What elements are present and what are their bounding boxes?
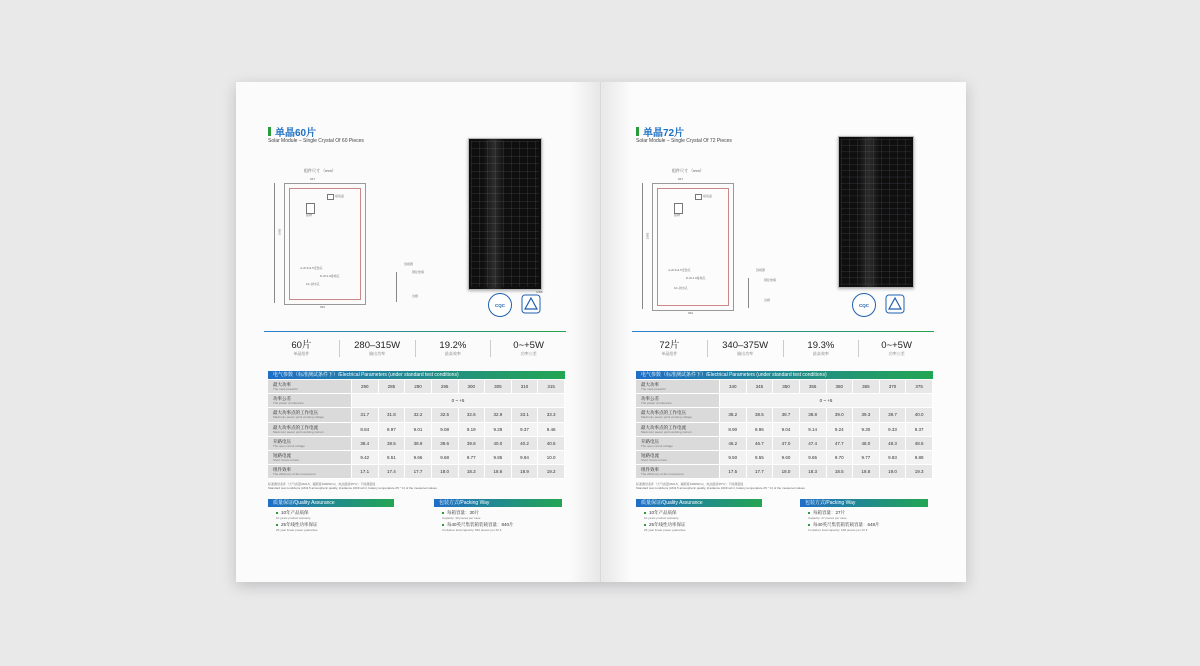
cert-logos — [852, 293, 906, 317]
param-value: 9.01 — [405, 422, 432, 436]
param-value: 38.9 — [405, 436, 432, 450]
param-name-cn: 最大功率 — [641, 382, 659, 388]
table-title: 电气参数（标准测试条件下）/Electrical Parameters (under standard test conditions) — [636, 371, 933, 379]
item-cn: 每箱容量：27片 — [813, 510, 846, 515]
table-row — [268, 394, 565, 408]
param-name-en: Short circuit current — [641, 458, 668, 463]
param-value: 17.5 — [720, 465, 747, 479]
item-cn: 每箱容量：30片 — [447, 510, 480, 515]
param-value: 39.7 — [879, 408, 906, 422]
item-cn: 25年线性功率保证 — [649, 522, 686, 527]
nameplate-box — [695, 194, 702, 200]
param-value: 9.77 — [853, 450, 880, 464]
item-en: Capacity: 27 pieces per case — [808, 516, 847, 520]
param-value: 32.2 — [405, 408, 432, 422]
param-name — [268, 436, 352, 450]
param-value: 32.5 — [431, 408, 458, 422]
param-name — [268, 465, 352, 479]
param-value: 17.7 — [405, 465, 432, 479]
param-name — [636, 408, 720, 422]
param-value: 9.65 — [799, 450, 826, 464]
param-value: 17.1 — [352, 465, 379, 479]
label-junction: 接线盒 — [335, 194, 345, 198]
param-value: 40.5 — [538, 436, 565, 450]
cqc-cert-icon: CQC — [852, 293, 876, 317]
param-name-en: Maximum power point working voltage — [641, 415, 693, 420]
param-name-en: Maximum power point working current — [273, 429, 324, 434]
bullet-icon — [644, 512, 646, 514]
param-value: 47.7 — [826, 436, 853, 450]
param-name — [636, 465, 720, 479]
bullet-icon — [808, 524, 810, 526]
param-name — [268, 422, 352, 436]
spec-value: 340–375W — [722, 340, 769, 351]
param-value: 18.3 — [799, 465, 826, 479]
item-en: 10 years product warranty — [276, 516, 311, 520]
quality-title: 质量保证/Quality Assurance — [268, 499, 394, 507]
param-value: 8.96 — [746, 422, 773, 436]
param-name — [268, 450, 352, 464]
section-profile — [396, 272, 397, 302]
param-name-en: The power of tolerance — [641, 401, 672, 406]
spec-label: 功率公差 — [520, 351, 537, 356]
param-name — [268, 380, 352, 394]
table-row — [636, 380, 933, 394]
param-value: 9.19 — [458, 422, 485, 436]
module-inner-frame — [289, 188, 361, 300]
triangle-cert-icon — [520, 293, 542, 315]
param-value: 33.3 — [538, 408, 565, 422]
item-en: Container load capacity: 648 pieces per 40 ft — [808, 528, 868, 532]
param-name-en: Maximum power point working current — [641, 429, 692, 434]
quality-item — [276, 510, 311, 520]
spec-label: 功率公差 — [888, 351, 905, 356]
test-conditions-note — [636, 482, 933, 490]
param-name-cn: 组件效率 — [641, 467, 659, 473]
spec-value: 280–315W — [354, 340, 401, 351]
bullet-icon — [442, 512, 444, 514]
spec-efficiency — [415, 340, 491, 357]
packing-title: 包装方式/Packing Way — [434, 499, 562, 507]
param-name-cn: 组件效率 — [273, 467, 291, 473]
param-value: 8.90 — [720, 422, 747, 436]
param-value: 18.3 — [458, 465, 485, 479]
spec-label: 单晶组件 — [293, 351, 310, 356]
solar-panel-photo — [838, 136, 914, 288]
param-name-cn: 功率公差 — [273, 396, 291, 402]
dim-bottom: 992 — [688, 311, 694, 315]
cqc-cert-icon: CQC — [488, 293, 512, 317]
param-value: 9.50 — [720, 450, 747, 464]
param-value: 9.08 — [431, 422, 458, 436]
param-value: 9.70 — [826, 450, 853, 464]
label-frame: 边框 — [412, 294, 419, 298]
param-name-cn: 最大功率点的工作电流 — [641, 424, 686, 430]
section-subtitle: Solar Module – Single Crystal Of 72 Pieces — [636, 138, 732, 144]
param-name — [636, 436, 720, 450]
param-name-cn: 短路电流 — [273, 453, 291, 459]
param-value: 355 — [799, 380, 826, 394]
param-name-cn: 开路电压 — [273, 438, 291, 444]
param-value: 38.2 — [720, 408, 747, 422]
param-value: 32.6 — [458, 408, 485, 422]
spec-value: 19.2% — [439, 340, 467, 351]
side-profile — [274, 183, 275, 303]
bullet-icon — [442, 524, 444, 526]
param-value: 38.5 — [746, 408, 773, 422]
param-value: 9.77 — [458, 450, 485, 464]
param-value: 295 — [431, 380, 458, 394]
label-glass: 钢化玻璃 — [412, 270, 425, 274]
param-name — [636, 380, 720, 394]
electrical-params-table — [636, 380, 933, 479]
param-value: 0 ~ +5 — [720, 394, 933, 408]
item-cn: 10年产品质保 — [281, 510, 309, 515]
table-title: 电气参数（标准测试条件下）/Electrical Parameters (under standard test conditions) — [268, 371, 565, 379]
spec-cells — [264, 340, 339, 357]
item-cn: 每40英尺集装箱装载容量：840片 — [447, 522, 514, 527]
page-right — [602, 82, 966, 582]
section-profile — [748, 278, 749, 308]
spec-tolerance — [490, 340, 566, 357]
packing-item — [442, 510, 481, 520]
param-value: 9.28 — [485, 422, 512, 436]
spec-label: 最高效率 — [444, 351, 461, 356]
label-nameplate: 铭牌 — [674, 213, 681, 217]
param-value: 40.0 — [906, 408, 933, 422]
param-value: 48.5 — [906, 436, 933, 450]
table-row — [268, 408, 565, 422]
label-frame: 边框 — [764, 298, 771, 302]
panel-cell-grid — [471, 141, 539, 287]
section-title-text: 单晶72片 — [643, 128, 685, 139]
label-section: 剖视图 — [756, 268, 766, 272]
param-value: 9.66 — [405, 450, 432, 464]
quality-item — [276, 522, 318, 532]
quality-title: 质量保证/Quality Assurance — [636, 499, 762, 507]
param-name-cn: 开路电压 — [641, 438, 659, 444]
param-value: 300 — [458, 380, 485, 394]
param-value: 18.8 — [853, 465, 880, 479]
key-specs — [264, 340, 566, 357]
table-row — [268, 465, 565, 479]
param-name-en: The power of tolerance — [273, 401, 304, 406]
triangle-cert-icon — [884, 293, 906, 315]
section-divider — [264, 331, 566, 332]
param-value: 9.46 — [538, 422, 565, 436]
item-en: 25-year linear power guarantee — [644, 528, 686, 532]
param-value: 18.6 — [485, 465, 512, 479]
param-value: 9.33 — [879, 422, 906, 436]
param-value: 9.42 — [352, 450, 379, 464]
note-en: Standard test conditions (AM1.5 atmospheric quality, irradiance 1000 w/m², battery temperature 25 ° C) of the measured values — [636, 486, 805, 490]
table-row — [636, 450, 933, 464]
param-name — [636, 450, 720, 464]
param-name-cn: 最大功率点的工作电压 — [273, 410, 318, 416]
module-inner-frame — [657, 188, 729, 306]
table-row — [636, 394, 933, 408]
param-value: 310 — [511, 380, 538, 394]
param-value: 9.85 — [485, 450, 512, 464]
label-nameplate: 铭牌 — [306, 213, 313, 217]
spec-label: 最高效率 — [812, 351, 829, 356]
table-row — [268, 436, 565, 450]
param-name — [636, 422, 720, 436]
param-value: 32.9 — [485, 408, 512, 422]
param-value: 9.68 — [431, 450, 458, 464]
spec-value: 72片 — [659, 340, 680, 351]
param-name — [268, 394, 352, 408]
item-en: 25-year linear power guarantee — [276, 528, 318, 532]
param-value: 9.37 — [906, 422, 933, 436]
param-value: 48.3 — [879, 436, 906, 450]
label-glass: 钢化玻璃 — [764, 278, 777, 282]
param-value: 370 — [879, 380, 906, 394]
packing-item — [808, 510, 847, 520]
item-en: Capacity: 30 pieces per case — [442, 516, 481, 520]
label-section: 剖视图 — [404, 262, 414, 266]
note-en: Standard test conditions (AM1.5 atmospheric quality, irradiance 1000 w/m², battery temperature 25 ° C) of the measured values — [268, 486, 437, 490]
item-en: Container load capacity: 840 pieces per 40 ft — [442, 528, 502, 532]
key-specs — [632, 340, 934, 357]
section-subtitle: Solar Module – Single Crystal Of 60 Pieces — [268, 138, 364, 144]
label-holes3: 10–排水孔 — [306, 282, 321, 286]
param-name-en: The most powerful — [273, 387, 298, 392]
dim-top: 947 — [678, 177, 684, 181]
note-cn: 标准测试条件（大气质量AM1.5，辐照度1000W/m²，电池温度25°C）下的测量值 — [636, 482, 744, 486]
param-name-en: Short circuit current — [273, 458, 300, 463]
cert-logos — [488, 293, 542, 317]
spec-label: 输出功率 — [737, 351, 754, 356]
param-value: 8.84 — [352, 422, 379, 436]
table-row — [636, 436, 933, 450]
bullet-icon — [276, 512, 278, 514]
dim-top: 947 — [310, 177, 316, 181]
param-value: 39.6 — [431, 436, 458, 450]
bullet-icon — [276, 524, 278, 526]
param-value: 340 — [720, 380, 747, 394]
spec-value: 19.3% — [807, 340, 835, 351]
param-name-en: The open circuit voltage — [273, 443, 305, 448]
param-value: 31.8 — [378, 408, 405, 422]
param-value: 9.37 — [511, 422, 538, 436]
packing-title: 包装方式/Packing Way — [800, 499, 928, 507]
param-value: 18.0 — [431, 465, 458, 479]
param-value: 33.1 — [511, 408, 538, 422]
param-value: 9.60 — [773, 450, 800, 464]
item-cn: 25年线性功率保证 — [281, 522, 318, 527]
title-accent-bar — [636, 127, 639, 136]
param-value: 9.83 — [879, 450, 906, 464]
param-value: 9.24 — [826, 422, 853, 436]
param-value: 31.7 — [352, 408, 379, 422]
spec-label: 单晶组件 — [661, 351, 678, 356]
quality-item — [644, 510, 679, 520]
param-value: 17.4 — [378, 465, 405, 479]
param-value: 17.7 — [746, 465, 773, 479]
dim-height: 1950 — [645, 232, 650, 240]
param-value: 19.0 — [879, 465, 906, 479]
label-holes1: 4–Ø 3x4.5安装孔 — [668, 268, 691, 272]
param-value: 9.88 — [906, 450, 933, 464]
param-name-cn: 短路电流 — [641, 453, 659, 459]
table-row — [636, 422, 933, 436]
drawing-caption: 组件尺寸 （mm） — [304, 168, 336, 173]
param-name-cn: 功率公差 — [641, 396, 659, 402]
electrical-params-table — [268, 380, 565, 479]
item-cn: 每40英尺集装箱装载容量：648片 — [813, 522, 880, 527]
dim-height: 1650 — [277, 228, 282, 236]
param-value: 375 — [906, 380, 933, 394]
param-value: 40.2 — [511, 436, 538, 450]
param-value: 365 — [853, 380, 880, 394]
label-holes2: 8–Ø 4.0接地孔 — [320, 274, 340, 278]
drawing-caption: 组件尺寸 （mm） — [672, 168, 704, 173]
param-name-cn: 最大功率点的工作电流 — [273, 424, 318, 430]
table-row — [268, 450, 565, 464]
item-en: 10 years product warranty — [644, 516, 679, 520]
label-holes3: 10–排水孔 — [674, 286, 689, 290]
packing-item — [442, 522, 514, 532]
page-left — [236, 82, 600, 582]
title-accent-bar — [268, 127, 271, 136]
spec-cells — [632, 340, 707, 357]
table-row — [636, 408, 933, 422]
section-title — [636, 124, 684, 139]
quality-item — [644, 522, 686, 532]
label-junction: 接线盒 — [703, 194, 713, 198]
param-name-en: The efficiency of the component — [641, 472, 684, 477]
param-name-cn: 最大功率 — [273, 382, 291, 388]
dim-bottom: 992 — [320, 305, 326, 309]
param-value: 46.7 — [746, 436, 773, 450]
label-holes1: 4–Ø 3x4.5安装孔 — [300, 266, 323, 270]
section-divider — [632, 331, 934, 332]
param-value: 9.51 — [378, 450, 405, 464]
section-title-text: 单晶60片 — [275, 128, 317, 139]
param-value: 39.3 — [853, 408, 880, 422]
param-name-en: The open circuit voltage — [641, 443, 673, 448]
param-value: 360 — [826, 380, 853, 394]
nameplate-box — [327, 194, 334, 200]
param-value: 350 — [773, 380, 800, 394]
param-value: 46.2 — [720, 436, 747, 450]
param-value: 8.97 — [378, 422, 405, 436]
label-holes2: 8–Ø 4.0接地孔 — [686, 276, 706, 280]
param-value: 18.0 — [773, 465, 800, 479]
param-value: 9.55 — [746, 450, 773, 464]
table-row — [636, 465, 933, 479]
param-value: 39.0 — [826, 408, 853, 422]
param-value: 18.5 — [826, 465, 853, 479]
param-value: 345 — [746, 380, 773, 394]
table-row — [268, 422, 565, 436]
param-value: 9.04 — [773, 422, 800, 436]
param-value: 47.4 — [799, 436, 826, 450]
spec-power — [707, 340, 783, 357]
spec-power — [339, 340, 415, 357]
param-value: 285 — [378, 380, 405, 394]
param-value: 38.8 — [799, 408, 826, 422]
param-value: 40.0 — [485, 436, 512, 450]
brochure-spread — [236, 82, 966, 582]
spec-value: 0~+5W — [513, 340, 544, 351]
param-value: 290 — [352, 380, 379, 394]
param-name-en: The efficiency of the component — [273, 472, 316, 477]
param-value: 9.94 — [511, 450, 538, 464]
param-value: 38.7 — [773, 408, 800, 422]
param-value: 10.0 — [538, 450, 565, 464]
param-name — [636, 394, 720, 408]
param-value: 9.30 — [853, 422, 880, 436]
param-value: 38.4 — [352, 436, 379, 450]
param-value: 39.8 — [458, 436, 485, 450]
param-name-en: Maximum power point working voltage — [273, 415, 325, 420]
panel-reflection — [483, 139, 505, 289]
item-cn: 10年产品质保 — [649, 510, 677, 515]
section-title — [268, 124, 316, 139]
solar-panel-photo — [468, 138, 542, 290]
param-value: 19.2 — [538, 465, 565, 479]
param-value: 0 ~ +5 — [352, 394, 565, 408]
spec-tolerance — [858, 340, 934, 357]
panel-reflection — [858, 137, 880, 287]
param-name-en: The most powerful — [641, 387, 666, 392]
spec-value: 0~+5W — [881, 340, 912, 351]
test-conditions-note — [268, 482, 565, 490]
spec-label: 输出功率 — [369, 351, 386, 356]
packing-item — [808, 522, 880, 532]
photo-caption: SIB8 — [536, 290, 543, 294]
param-value: 48.0 — [853, 436, 880, 450]
param-value: 315 — [538, 380, 565, 394]
param-value: 290 — [405, 380, 432, 394]
table-row — [268, 380, 565, 394]
param-value: 305 — [485, 380, 512, 394]
param-value: 47.0 — [773, 436, 800, 450]
param-value: 9.14 — [799, 422, 826, 436]
spec-efficiency — [783, 340, 859, 357]
spec-value: 60片 — [291, 340, 312, 351]
param-value: 18.9 — [511, 465, 538, 479]
note-cn: 标准测试条件（大气质量AM1.5，辐照度1000W/m²，电池温度25°C）下的测量值 — [268, 482, 376, 486]
param-value: 38.5 — [378, 436, 405, 450]
param-value: 19.3 — [906, 465, 933, 479]
side-profile — [642, 183, 643, 309]
param-name — [268, 408, 352, 422]
bullet-icon — [808, 512, 810, 514]
bullet-icon — [644, 524, 646, 526]
param-name-cn: 最大功率点的工作电压 — [641, 410, 686, 416]
